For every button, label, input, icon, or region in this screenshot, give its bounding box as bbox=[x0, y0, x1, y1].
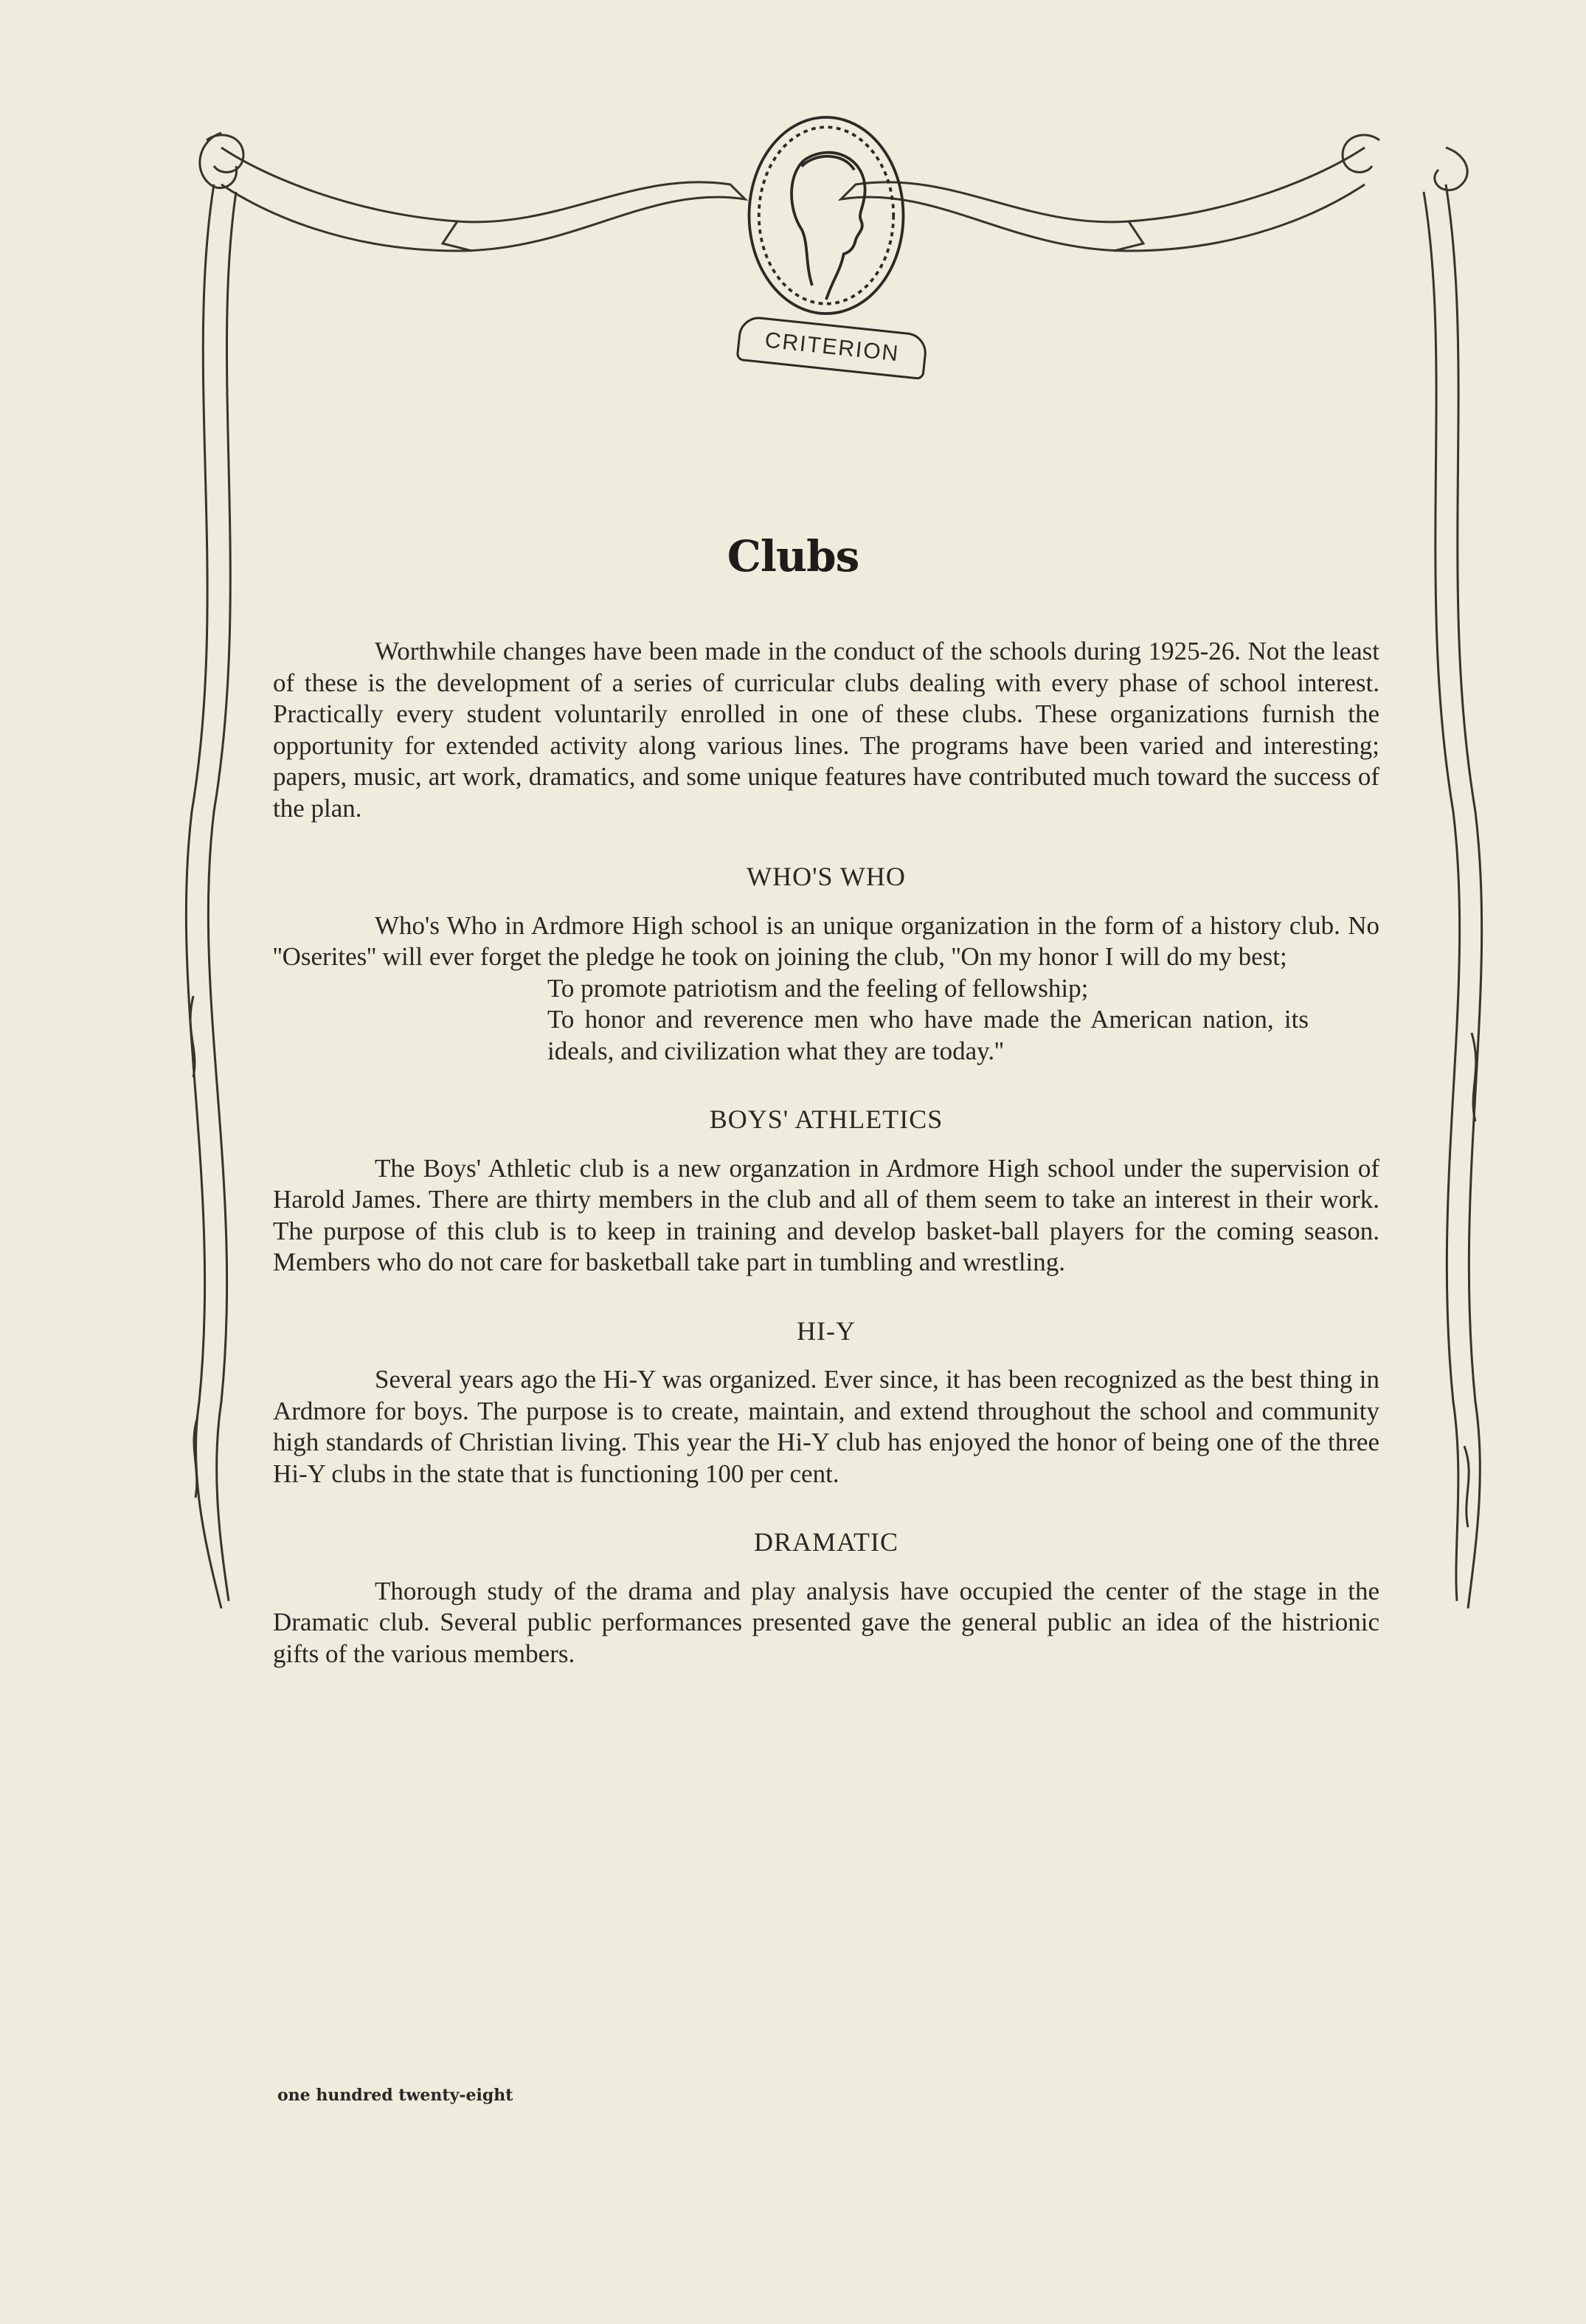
hi-y-paragraph: Several years ago the Hi-Y was organized. Ever since, it has been recognized as the best thing in Ardmore for boys. The purpose is to create, maintain, and extend throughout the school and community high standards of Christian living. This year the Hi-Y club has enjoyed the honor of being one of the three Hi-Y clubs in the state that is functioning 100 per cent. bbox=[273, 1365, 1379, 1488]
article-body bbox=[273, 636, 1379, 1670]
intro-paragraph: Worthwhile changes have been made in the conduct of the schools during 1925-26. Not the least of these is the development of a series of curricular clubs dealing with every phase of school interest. Practically every student voluntarily enrolled in one of these clubs. These organizations furnish the opportunity for extended activity along various lines. The programs have been varied and interesting; papers, music, art work, dramatics, and some unique features have contributed much toward the success of the plan. bbox=[273, 637, 1379, 823]
pledge-line: To promote patriotism and the feeling of fellowship; bbox=[547, 973, 1089, 1003]
section-heading-whos-who: WHO'S WHO bbox=[747, 862, 906, 891]
page-title: Clubs bbox=[727, 531, 859, 581]
pledge-line: To honor and reverence men who have made the American nation, its ideals, and civilization what they are today.'' bbox=[547, 1005, 1309, 1065]
dramatic-paragraph: Thorough study of the drama and play analysis have occupied the center of the stage in the Dramatic club. Several public performances presented gave the general public an idea of the histrionic gifts of the various members. bbox=[273, 1576, 1379, 1668]
emblem-text: CRITERION bbox=[763, 328, 901, 367]
section-heading-hi-y: HI-Y bbox=[797, 1315, 856, 1346]
whos-who-paragraph: Who's Who in Ardmore High school is an unique organization in the form of a history club. No ''Oserites'' will ever forget the pledge he took on joining the club, ''On my honor I will do my best; bbox=[273, 910, 1379, 971]
section-heading-boys-athletics: BOYS' ATHLETICS bbox=[709, 1104, 943, 1134]
page-number: one hundred twenty-eight bbox=[277, 2086, 513, 2105]
boys-athletics-paragraph: The Boys' Athletic club is a new organzation in Ardmore High school under the supervision of Harold James. There are thirty members in the club and all of them seem to take an interest in their work. The purpose of this club is to keep in training and develop basket-ball players for the coming season. Members who do not care for basketball take part in tumbling and wrestling. bbox=[273, 1153, 1379, 1276]
section-heading-dramatic: DRAMATIC bbox=[753, 1527, 898, 1557]
pledge-block bbox=[547, 973, 1309, 1068]
